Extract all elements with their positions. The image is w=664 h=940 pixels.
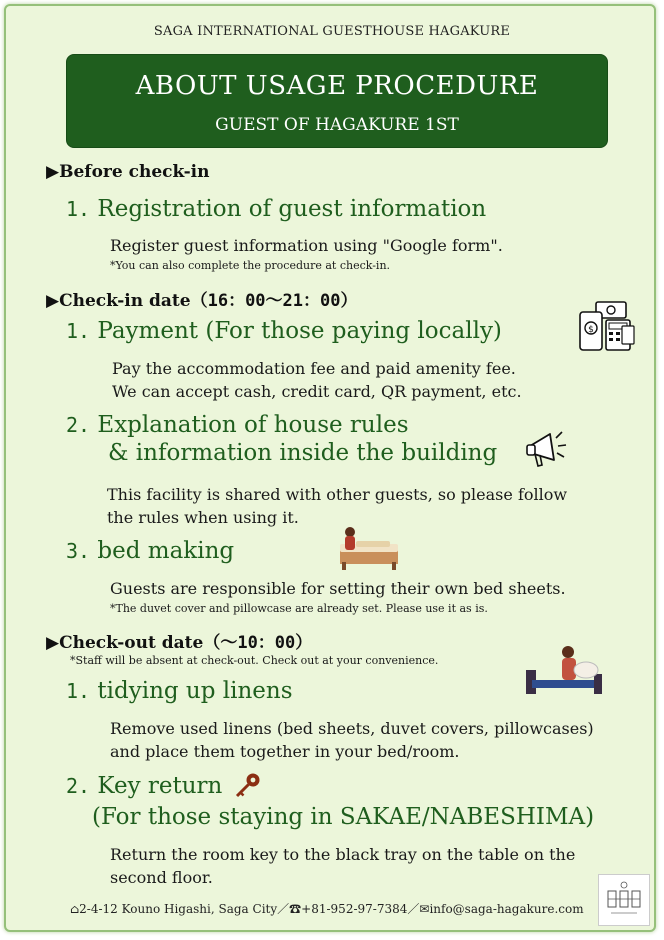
footer-phone[interactable]: +81-952-97-7384 <box>301 902 408 916</box>
bed-making-text: Guests are responsible for setting their own bed sheets. <box>110 579 566 598</box>
step-title: bed making <box>97 538 235 564</box>
step-title: tidying up linens <box>97 678 293 704</box>
key-icon <box>234 772 262 798</box>
bed-making-note: *The duvet cover and pillowcase are already set. Please use it as is. <box>110 602 488 615</box>
page-subtitle: GUEST OF HAGAKURE 1ST <box>215 115 459 135</box>
text-line: We can accept cash, credit card, QR payment, etc. <box>112 382 522 401</box>
step-title-continued: & information inside the building <box>108 440 498 466</box>
bed-making-illustration <box>336 526 402 574</box>
step-registration <box>66 196 486 222</box>
step-title: Explanation of house rules <box>97 412 409 438</box>
payment-text <box>112 357 522 403</box>
text-line: and place them together in your bed/room. <box>110 742 460 761</box>
step-payment <box>66 318 502 344</box>
checkin-time: （16：00〜21：00） <box>190 291 358 311</box>
organization-name: SAGA INTERNATIONAL GUESTHOUSE HAGAKURE <box>153 24 511 39</box>
step-tidying-linens <box>66 678 293 704</box>
home-icon: ⌂ <box>70 902 80 916</box>
section-checkin <box>46 286 357 311</box>
step-number: 2. <box>66 774 91 798</box>
triangle-bullet-icon: ▶ <box>46 633 60 653</box>
megaphone-icon <box>524 426 570 470</box>
section-checkout <box>46 628 312 653</box>
step-title: Key return <box>97 773 223 799</box>
step-number: 1. <box>66 319 91 343</box>
step-title: Payment (For those paying locally) <box>97 318 502 344</box>
section-heading: Check-out date <box>59 633 204 653</box>
text-line: Return the room key to the black tray on the table on the <box>110 845 576 864</box>
text-line: This facility is shared with other guests, so please follow <box>107 485 568 504</box>
mail-icon: ✉ <box>419 902 430 916</box>
step-number: 2. <box>66 413 91 437</box>
text-line: second floor. <box>110 868 213 887</box>
svg-text:$: $ <box>588 325 594 335</box>
guesthouse-logo <box>598 874 650 926</box>
title-banner <box>66 54 608 148</box>
step-text: Register guest information using "Google form". <box>110 236 503 255</box>
triangle-bullet-icon: ▶ <box>46 291 60 311</box>
footer-email[interactable]: info@saga-hagakure.com <box>429 902 584 916</box>
text-line: Remove used linens (bed sheets, duvet covers, pillowcases) <box>110 719 594 738</box>
text-line: the rules when using it. <box>107 508 299 527</box>
footer-separator: ／ <box>277 902 290 916</box>
house-rules-text <box>107 483 567 529</box>
section-before-checkin <box>46 162 209 182</box>
checkout-time: （〜10：00） <box>203 633 313 653</box>
key-return-subtitle: (For those staying in SAKAE/NABESHIMA) <box>92 804 595 830</box>
section-heading: Before check-in <box>59 162 210 182</box>
phone-icon: ☎ <box>289 902 302 916</box>
triangle-bullet-icon: ▶ <box>46 162 60 182</box>
key-return-text <box>110 843 575 889</box>
section-heading: Check-in date <box>59 291 191 311</box>
step-key-return <box>66 773 222 799</box>
linens-text <box>110 717 594 763</box>
footer-address: 2-4-12 Kouno Higashi, Saga City <box>79 902 278 916</box>
checkout-note: *Staff will be absent at check-out. Check out at your convenience. <box>70 654 439 667</box>
step-house-rules <box>66 412 497 466</box>
footer-contact <box>70 900 584 917</box>
page-title: ABOUT USAGE PROCEDURE <box>135 71 539 101</box>
step-number: 3. <box>66 539 91 563</box>
step-number: 1. <box>66 679 91 703</box>
footer-separator: ／ <box>407 902 420 916</box>
text-line: Pay the accommodation fee and paid amenity fee. <box>112 359 516 378</box>
step-number: 1. <box>66 197 91 221</box>
step-bed-making <box>66 538 234 564</box>
step-note: *You can also complete the procedure at check-in. <box>110 259 391 272</box>
payment-methods-icon <box>578 300 638 354</box>
step-title: Registration of guest information <box>97 196 487 222</box>
linens-illustration <box>524 644 606 698</box>
